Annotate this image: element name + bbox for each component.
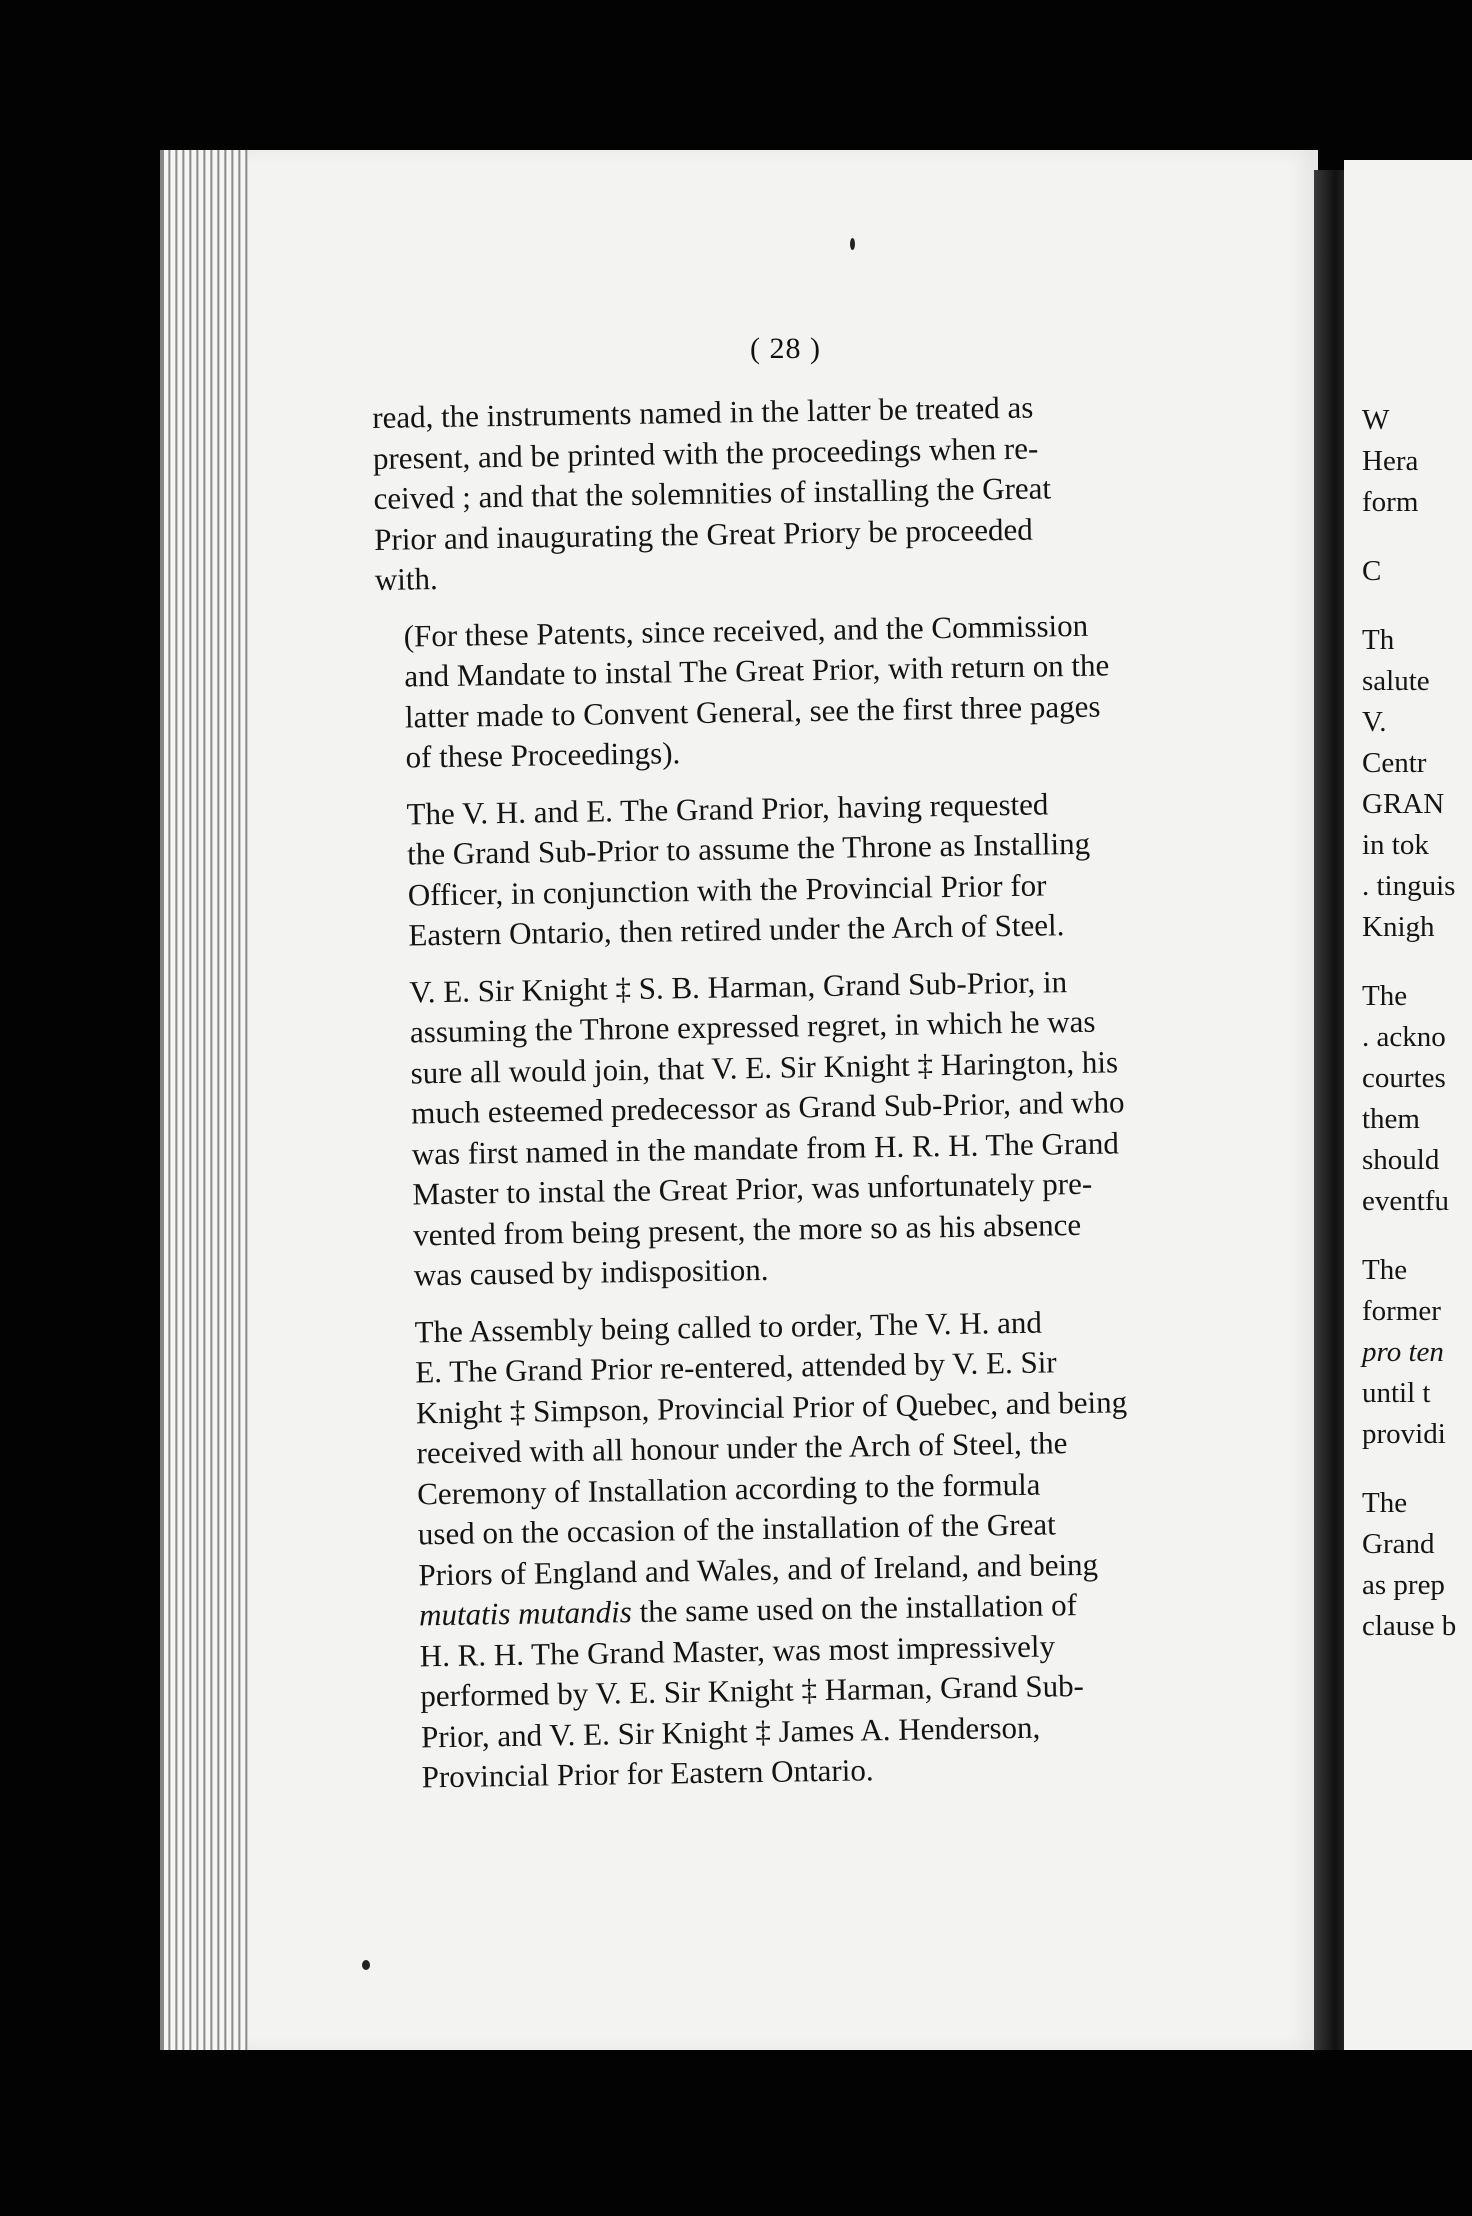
body-text xyxy=(372,384,1254,1814)
fragment-line: them xyxy=(1362,1103,1420,1135)
text-line: vented from being present, the more so as his absence xyxy=(412,1206,1082,1252)
fragment-line: as prep xyxy=(1362,1569,1445,1601)
text-line: was caused by indisposition. xyxy=(413,1251,769,1293)
paragraph xyxy=(375,603,1237,778)
fragment-line: Centr xyxy=(1362,747,1427,779)
fragment-line: . ackno xyxy=(1362,1021,1446,1053)
fragment-line: until t xyxy=(1362,1377,1431,1409)
fragment-line: clause b xyxy=(1362,1610,1457,1642)
paragraph xyxy=(378,781,1240,956)
fragment-line: The xyxy=(1362,1487,1408,1519)
text-line: Officer, in conjunction with the Provincial Prior for xyxy=(407,866,1047,912)
book-gutter xyxy=(1314,170,1344,2050)
ink-speck xyxy=(362,1960,370,1970)
text-line: latter made to Convent General, see the first three pages xyxy=(404,688,1101,735)
text-line: and Mandate to instal The Great Prior, with return on the xyxy=(404,647,1110,694)
fragment-line: eventfu xyxy=(1362,1185,1449,1217)
fragment-line: salute xyxy=(1362,665,1430,697)
text-line: Provincial Prior for Eastern Ontario. xyxy=(421,1752,874,1795)
fragment-line: in tok xyxy=(1362,829,1429,861)
text-line: with. xyxy=(374,560,438,597)
fragment-line: . tinguis xyxy=(1362,870,1456,902)
text-line: Eastern Ontario, then retired under the Arch of Steel. xyxy=(408,907,1065,953)
fragment-line: V. xyxy=(1362,706,1387,738)
fragment-line: C xyxy=(1362,555,1382,587)
page-number: ( 28 ) xyxy=(750,332,821,365)
ink-speck xyxy=(850,238,855,250)
fragment-line: Knigh xyxy=(1362,911,1435,943)
text-line: used on the occasion of the installation of the Great xyxy=(417,1506,1056,1552)
text-line: Prior and inaugurating the Great Priory be proceeded xyxy=(373,511,1033,557)
text-line: Master to instal the Great Prior, was unfortunately pre- xyxy=(412,1165,1093,1212)
right-page xyxy=(1344,160,1472,2050)
fragment-line xyxy=(1362,1222,1472,1250)
fragment-line: providi xyxy=(1362,1418,1446,1450)
fragment-line: W xyxy=(1362,404,1390,436)
text-line: The V. H. and E. The Grand Prior, having requested xyxy=(406,785,1049,832)
fragment-line: The xyxy=(1362,1254,1408,1286)
fragment-line: Grand xyxy=(1362,1528,1435,1560)
text-line: Prior, and V. E. Sir Knight ‡ James A. Henderson, xyxy=(420,1709,1041,1754)
text-line: The Assembly being called to order, The V. H. and xyxy=(414,1304,1043,1349)
paragraph xyxy=(381,959,1246,1296)
fragment-line xyxy=(1362,1455,1472,1483)
text-line: assuming the Throne expressed regret, in which he was xyxy=(409,1003,1096,1050)
text-line: (For these Patents, since received, and the Commission xyxy=(403,607,1089,654)
fragment-line: should xyxy=(1362,1144,1440,1176)
text-line: was first named in the mandate from H. R. H. The Grand xyxy=(411,1124,1120,1171)
text-line: E. The Grand Prior re-entered, attended by V. E. Sir xyxy=(415,1344,1057,1390)
text-line: read, the instruments named in the latter be treated as xyxy=(372,389,1034,435)
text-line: H. R. H. The Grand Master, was most impressively xyxy=(419,1627,1056,1673)
text-line: the Grand Sub-Prior to assume the Throne as Installing xyxy=(406,825,1091,872)
fragment-line: pro ten xyxy=(1362,1336,1444,1368)
text-line: sure all would join, that V. E. Sir Knight ‡ Harington, his xyxy=(410,1043,1119,1090)
paragraph xyxy=(372,384,1235,600)
fragment-line: former xyxy=(1362,1295,1441,1327)
text-line: performed by V. E. Sir Knight ‡ Harman, Grand Sub- xyxy=(420,1667,1085,1714)
paragraph xyxy=(386,1299,1254,1798)
fragment-line: courtes xyxy=(1362,1062,1446,1094)
text-line: mutatis mutandis the same used on the installation of xyxy=(418,1587,1078,1633)
text-line: ceived ; and that the solemnities of installing the Great xyxy=(373,470,1052,516)
text-line: Knight ‡ Simpson, Provincial Prior of Quebec, and being xyxy=(415,1383,1128,1430)
fragment-line: Hera xyxy=(1362,445,1419,477)
text-line: much esteemed predecessor as Grand Sub-Prior, and who xyxy=(410,1084,1125,1131)
fragment-line xyxy=(1362,948,1472,976)
fragment-line: form xyxy=(1362,486,1419,518)
fragment-line xyxy=(1362,523,1472,551)
fragment-line xyxy=(1362,592,1472,620)
fragment-line: GRAN xyxy=(1362,788,1445,820)
text-line: of these Proceedings). xyxy=(405,735,681,775)
text-line: present, and be printed with the proceedings when re- xyxy=(372,430,1039,476)
text-line: V. E. Sir Knight ‡ S. B. Harman, Grand Sub-Prior, in xyxy=(409,963,1068,1009)
text-line: Priors of England and Wales, and of Ireland, and being xyxy=(418,1546,1099,1592)
fragment-line: The xyxy=(1362,980,1408,1012)
text-line: received with all honour under the Arch of Steel, the xyxy=(416,1425,1068,1471)
right-page-text xyxy=(1362,400,1472,1647)
text-line: Ceremony of Installation according to the formula xyxy=(416,1466,1041,1511)
fragment-line: Th xyxy=(1362,624,1395,656)
